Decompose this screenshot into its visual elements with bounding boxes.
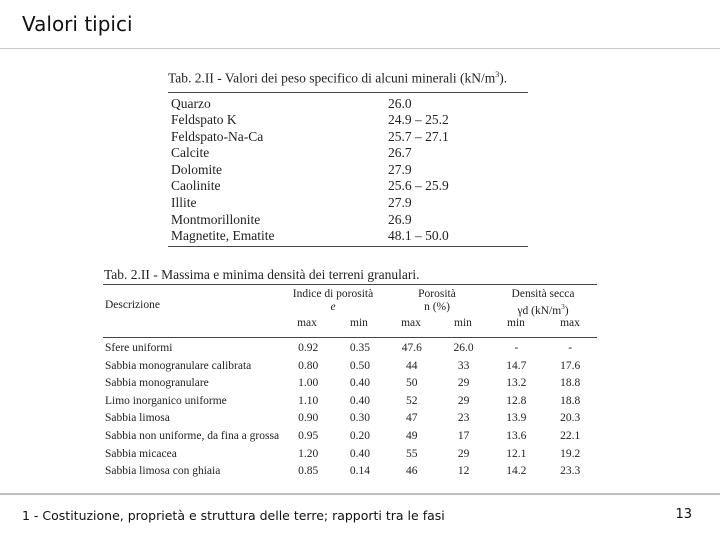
soil-description: Sabbia limosa con ghiaia bbox=[105, 465, 221, 478]
cell-g-max: 18.8 bbox=[560, 394, 581, 407]
mineral-name: Caolinite bbox=[171, 178, 221, 194]
mineral-name: Calcite bbox=[171, 145, 210, 161]
cell-e-max: 1.00 bbox=[298, 377, 319, 390]
header-porosity: Porosità bbox=[418, 288, 456, 300]
table2-row bbox=[103, 463, 597, 481]
soil-description: Sabbia monogranulare calibrata bbox=[105, 359, 252, 372]
specific-weight-value: 26.7 bbox=[388, 145, 412, 161]
cell-g-min: 13.2 bbox=[506, 377, 527, 390]
mineral-specific-weight-table bbox=[168, 66, 528, 247]
cell-n-min: 12 bbox=[457, 465, 470, 478]
specific-weight-value: 26.0 bbox=[388, 95, 412, 111]
soil-description: Limo inorganico uniforme bbox=[105, 394, 227, 407]
table2-caption: Tab. 2.II - Massima e minima densità dei terreni granulari. bbox=[104, 267, 420, 282]
table1-row bbox=[168, 145, 528, 162]
cell-e-min: 0.14 bbox=[349, 465, 371, 478]
header-porosity-index-symbol: e bbox=[330, 301, 336, 313]
cell-e-max: 1.10 bbox=[298, 394, 319, 407]
granular-density-table bbox=[103, 266, 597, 481]
cell-g-max: 19.2 bbox=[560, 447, 581, 460]
cell-g-max: 18.8 bbox=[560, 377, 581, 390]
mineral-name: Illite bbox=[171, 195, 197, 211]
cell-n-min: 29 bbox=[457, 447, 470, 460]
specific-weight-value: 24.9 – 25.2 bbox=[388, 112, 449, 128]
table2-row bbox=[103, 358, 597, 376]
cell-g-min: 13.9 bbox=[506, 412, 527, 425]
header-n-max: max bbox=[401, 317, 421, 329]
cell-n-max: 47 bbox=[406, 412, 418, 425]
cell-e-min: 0.40 bbox=[349, 377, 371, 390]
cell-g-min: 14.2 bbox=[506, 465, 527, 478]
cell-n-max: 55 bbox=[406, 447, 418, 460]
header-n-min: min bbox=[454, 317, 472, 329]
mineral-name: Feldspato K bbox=[171, 112, 237, 128]
specific-weight-value: 25.7 – 27.1 bbox=[388, 128, 449, 144]
cell-g-min: 12.1 bbox=[506, 447, 527, 460]
cell-n-max: 52 bbox=[406, 394, 418, 407]
table2-header-rule bbox=[103, 337, 597, 338]
cell-n-max: 47.6 bbox=[401, 342, 422, 354]
cell-e-max: 0.95 bbox=[298, 429, 319, 442]
soil-description: Sfere uniformi bbox=[105, 342, 173, 354]
cell-e-max: 0.92 bbox=[298, 342, 319, 354]
table1-row bbox=[168, 195, 528, 212]
cell-n-min: 26.0 bbox=[453, 342, 474, 354]
cell-g-min: - bbox=[514, 342, 519, 354]
cell-e-min: 0.30 bbox=[349, 412, 371, 425]
soil-description: Sabbia monogranulare bbox=[105, 377, 209, 390]
mineral-name: Feldspato-Na-Ca bbox=[171, 128, 264, 144]
header-g-min: min bbox=[507, 317, 525, 329]
cell-g-max: 23.3 bbox=[560, 465, 581, 478]
title-divider bbox=[0, 48, 720, 49]
table2-row bbox=[103, 340, 597, 358]
soil-description: Sabbia limosa bbox=[105, 412, 170, 425]
header-dry-density-symbol: γd $(kN/m^3)$ bbox=[517, 303, 569, 317]
cell-g-min: 12.8 bbox=[506, 394, 527, 407]
cell-n-max: 50 bbox=[406, 377, 418, 390]
footer-divider bbox=[0, 493, 720, 495]
cell-g-max: 20.3 bbox=[560, 412, 581, 425]
cell-n-min: 17 bbox=[457, 429, 470, 442]
header-dry-density: Densità secca bbox=[511, 288, 575, 300]
cell-e-min: 0.20 bbox=[349, 429, 371, 442]
table1-row bbox=[168, 228, 528, 245]
cell-e-max: 0.85 bbox=[298, 465, 319, 478]
cell-e-max: 0.90 bbox=[298, 412, 319, 425]
slide-title: Valori tipici bbox=[22, 12, 133, 36]
cell-g-min: 13.6 bbox=[506, 429, 527, 442]
mineral-name: Quarzo bbox=[171, 95, 211, 111]
cell-g-max: 22.1 bbox=[560, 429, 581, 442]
header-porosity-symbol: n (%) bbox=[424, 301, 450, 313]
table1-row bbox=[168, 212, 528, 229]
mineral-name: Magnetite, Ematite bbox=[171, 228, 275, 244]
table1-row bbox=[168, 96, 528, 113]
cell-n-min: 23 bbox=[457, 412, 470, 425]
table2-row bbox=[103, 446, 597, 464]
header-g-max: max bbox=[560, 317, 580, 329]
cell-e-min: 0.50 bbox=[349, 359, 371, 372]
table2-header bbox=[103, 285, 597, 337]
cell-e-min: 0.40 bbox=[349, 394, 371, 407]
page-number: 13 bbox=[675, 507, 692, 522]
footer-text: 1 - Costituzione, proprietà e struttura delle terre; rapporti tra le fasi bbox=[22, 508, 445, 523]
specific-weight-value: 48.1 – 50.0 bbox=[388, 228, 449, 244]
header-description: Descrizione bbox=[105, 299, 160, 311]
soil-description: Sabbia micacea bbox=[105, 447, 177, 460]
table2-row bbox=[103, 410, 597, 428]
specific-weight-value: 27.9 bbox=[388, 161, 412, 177]
cell-e-min: 0.40 bbox=[349, 447, 371, 460]
table2-row bbox=[103, 428, 597, 446]
cell-n-min: 29 bbox=[457, 394, 470, 407]
header-e-max: max bbox=[297, 317, 317, 329]
cell-g-max: - bbox=[568, 342, 573, 354]
cell-e-max: 1.20 bbox=[298, 447, 319, 460]
soil-description: Sabbia non uniforme, da fina a grossa bbox=[105, 429, 280, 442]
cell-g-min: 14.7 bbox=[506, 359, 527, 372]
header-porosity-index: Indice di porosità bbox=[292, 288, 374, 300]
cell-n-max: 44 bbox=[406, 359, 418, 372]
cell-e-min: 0.35 bbox=[349, 342, 371, 354]
table1-row bbox=[168, 129, 528, 146]
table2-row bbox=[103, 393, 597, 411]
table2-row bbox=[103, 375, 597, 393]
cell-n-min: 29 bbox=[457, 377, 470, 390]
cell-n-max: 46 bbox=[406, 465, 418, 478]
table1-top-rule bbox=[168, 92, 528, 93]
table1-body bbox=[168, 96, 528, 247]
mineral-name: Dolomite bbox=[171, 161, 222, 177]
header-e-min: min bbox=[350, 317, 368, 329]
cell-g-max: 17.6 bbox=[560, 359, 581, 372]
table1-row bbox=[168, 178, 528, 195]
table2-body bbox=[103, 340, 597, 481]
table1-row bbox=[168, 162, 528, 179]
table1-row bbox=[168, 112, 528, 129]
specific-weight-value: 25.6 – 25.9 bbox=[388, 178, 449, 194]
mineral-name: Montmorillonite bbox=[171, 211, 261, 227]
table1-caption: Tab. 2.II - Valori dei peso specifico di alcuni minerali $(kN/m^3)$. bbox=[168, 70, 508, 86]
cell-n-min: 33 bbox=[457, 359, 470, 372]
specific-weight-value: 27.9 bbox=[388, 195, 412, 211]
cell-n-max: 49 bbox=[406, 429, 418, 442]
specific-weight-value: 26.9 bbox=[388, 211, 412, 227]
cell-e-max: 0.80 bbox=[298, 359, 319, 372]
